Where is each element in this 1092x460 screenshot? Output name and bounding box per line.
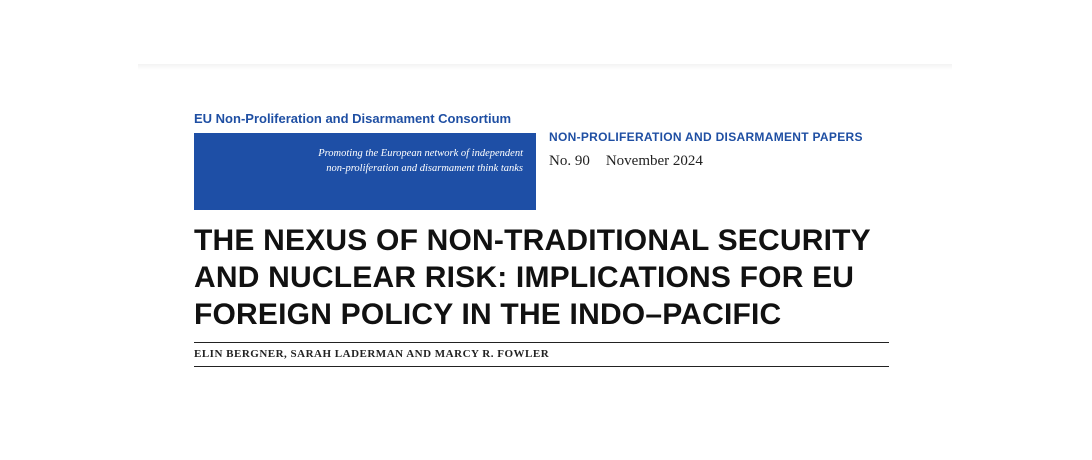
title-line-2: AND NUCLEAR RISK: IMPLICATIONS FOR EU bbox=[194, 261, 855, 294]
brand-banner bbox=[194, 133, 536, 210]
issue-info bbox=[549, 153, 703, 170]
document-title bbox=[194, 222, 871, 333]
issue-date: November 2024 bbox=[605, 153, 703, 169]
title-line-3: FOREIGN POLICY IN THE INDO–PACIFIC bbox=[194, 298, 782, 331]
top-divider bbox=[194, 342, 889, 343]
tagline-line-2: non-proliferation and disarmament think tanks bbox=[326, 163, 523, 174]
tagline-line-1: Promoting the European network of independent bbox=[318, 148, 523, 159]
title-line-1: THE NEXUS OF NON-TRADITIONAL SECURITY bbox=[194, 224, 871, 257]
tagline bbox=[318, 146, 523, 176]
consortium-name: EU Non-Proliferation and Disarmament Consortium bbox=[194, 111, 512, 126]
bottom-divider bbox=[194, 366, 889, 367]
series-title: NON-PROLIFERATION AND DISARMAMENT PAPERS bbox=[549, 130, 863, 144]
issue-number: No. 90 bbox=[549, 153, 590, 169]
page-top-edge bbox=[138, 64, 952, 70]
authors: ELIN BERGNER, SARAH LADERMAN AND MARCY R. FOWLER bbox=[194, 348, 550, 360]
